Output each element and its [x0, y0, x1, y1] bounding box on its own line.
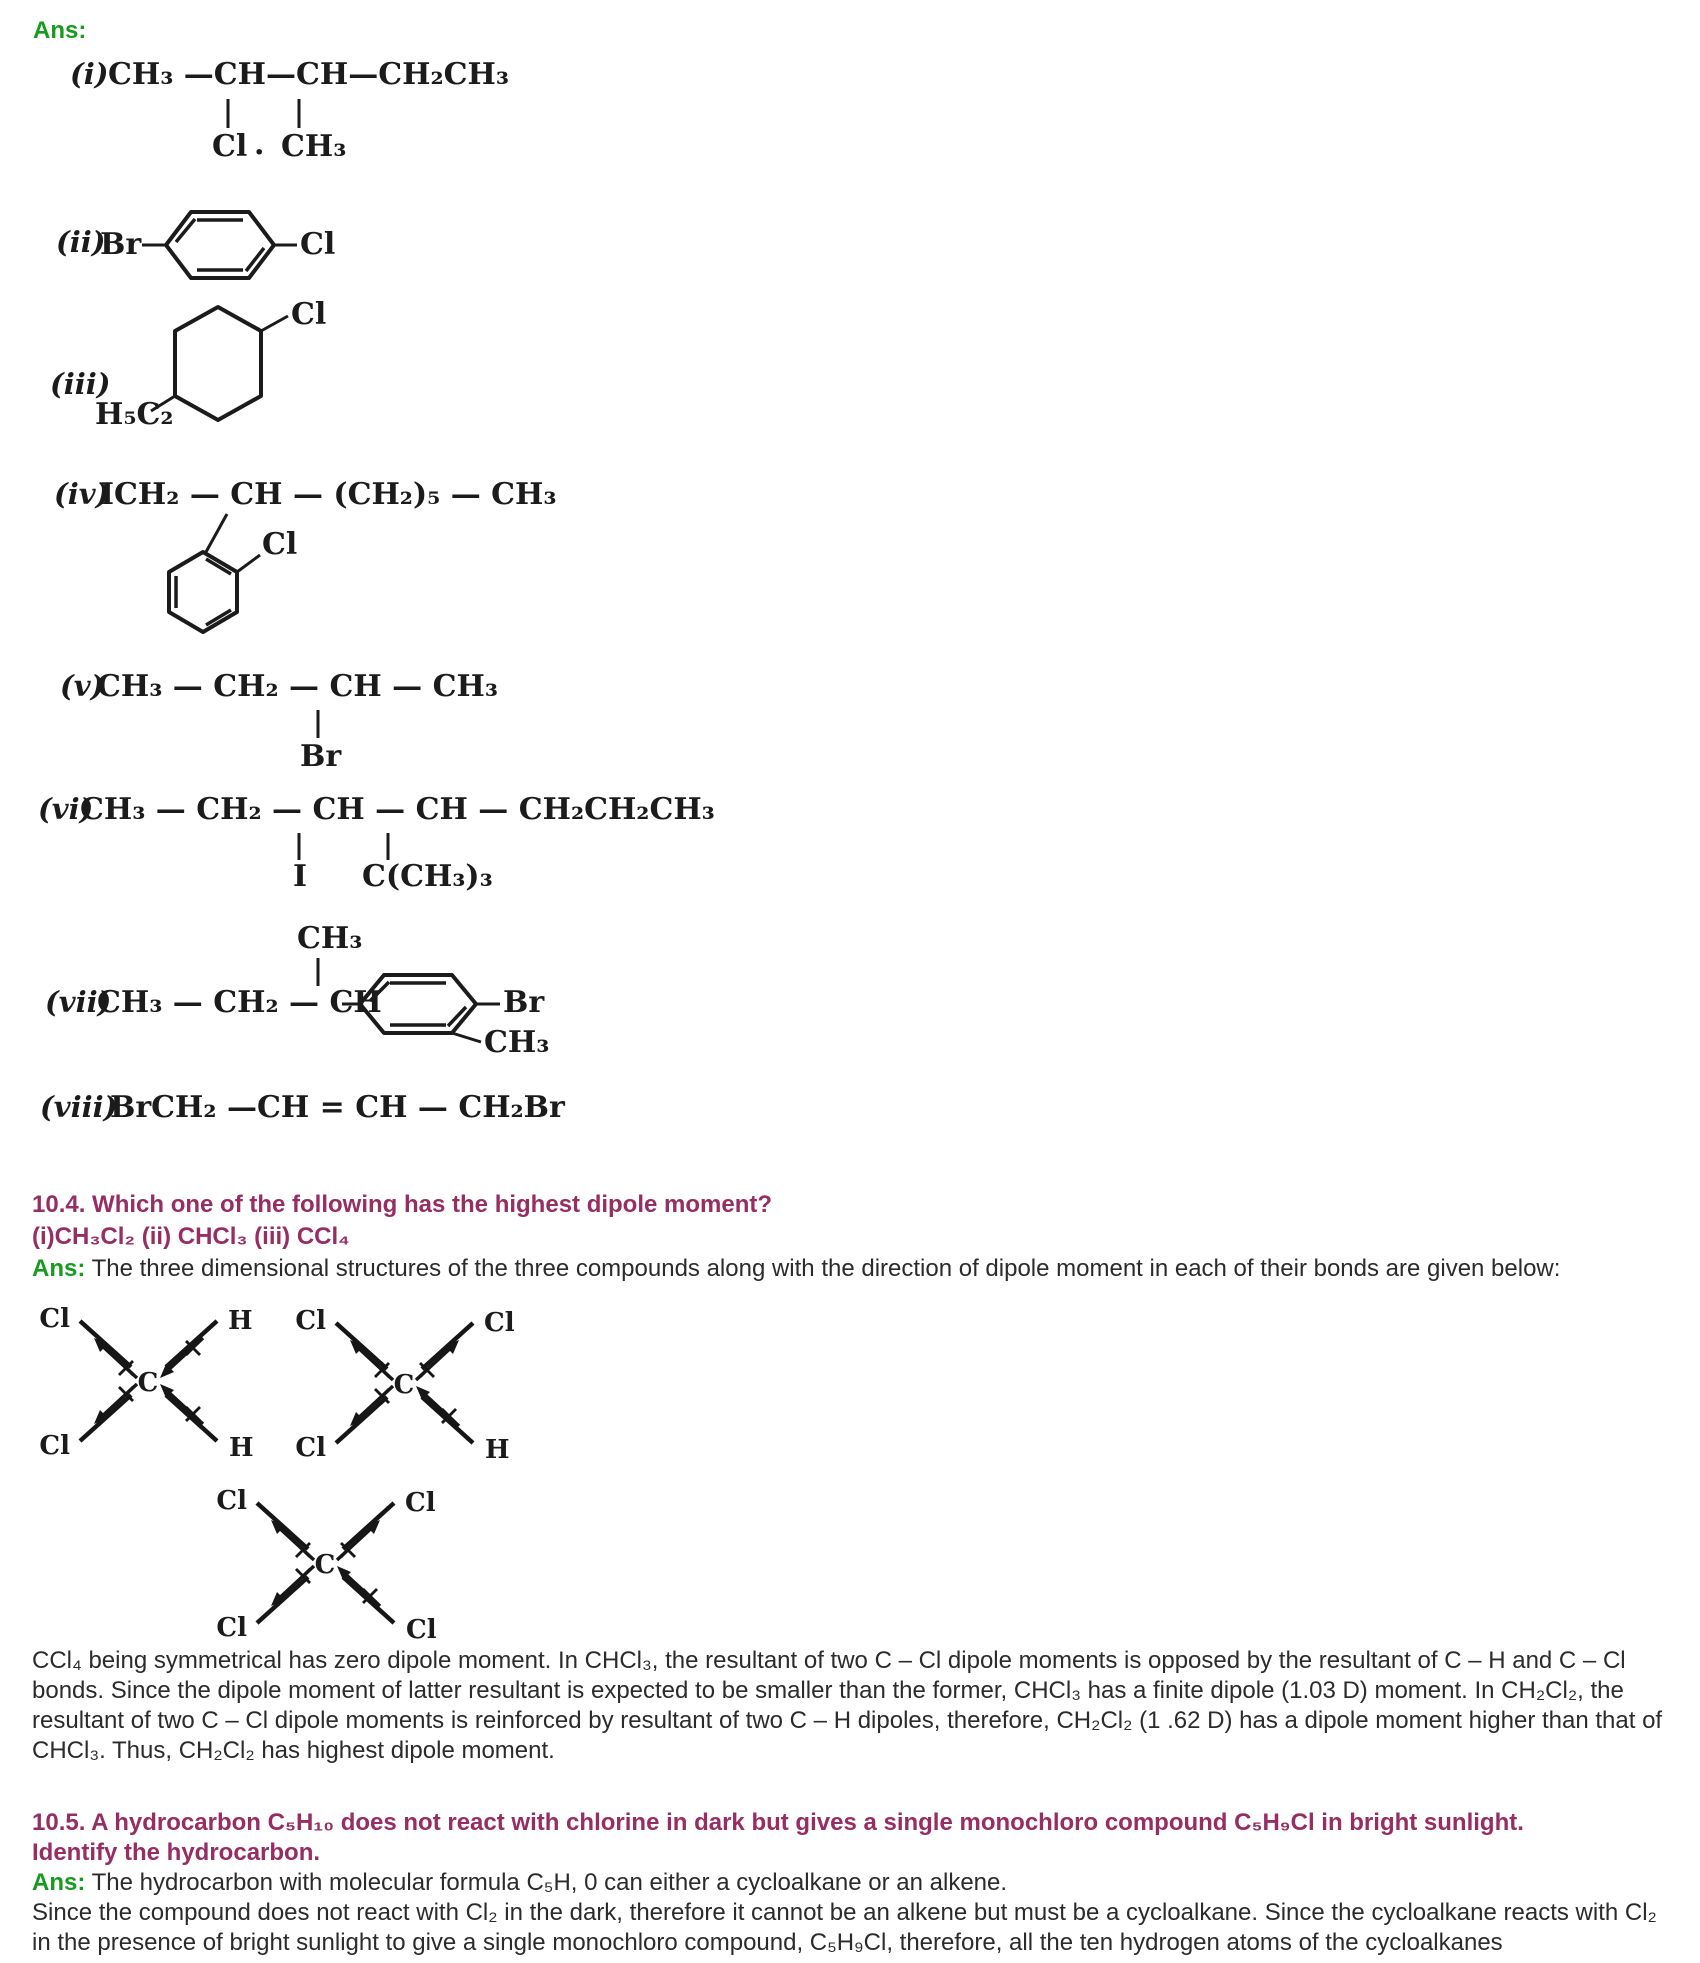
structure-iii-ethyl: H₅C₂ [95, 397, 174, 432]
structure-vii-label: (vii) [45, 985, 112, 1019]
question-10-4-options: (i)CH₃Cl₂ (ii) CHCl₃ (iii) CCl₄ [32, 1223, 350, 1250]
question-10-5-paragraph: Since the compound does not react with Cl₂ in the dark, therefore it cannot be an alkene but must be a cycloalkane. Since the cycloalkane reacts with Cl₂ in the presence of bright sunlight to give a single monochloro compound, C₅H₉Cl, therefore, all the ten hydrogen atoms of the cycloalkanes [32, 1899, 1657, 1956]
atom-label-center: C [137, 1368, 159, 1398]
structure-i-substituent-cl: Cl [212, 129, 248, 164]
structure-viii-label: (viii) [40, 1090, 118, 1124]
question-10-4-conclusion: CCl₄ being symmetrical has zero dipole moment. In CHCl₃, the resultant of two C – Cl dipole moments is opposed by the resultant of C – H and C – Cl bonds. Since the dipole moment of latter resultant is expected to be smaller than the former, CHCl₃ has a finite dipole (1.03 D) moment. In CH₂Cl₂, the resultant of two C – Cl dipole moments is reinforced by resultant of two C – H dipoles, therefore, CH₂Cl₂ (1 .62 D) has a dipole moment higher than that of CHCl₃. Thus, CH₂Cl₂ has highest dipole moment. [32, 1647, 1663, 1764]
structure-v-br: Br [300, 739, 342, 774]
structure-vii-ring-ch3: CH₃ [484, 1025, 550, 1060]
atom-label-tl: Cl [216, 1486, 247, 1516]
structure-v-chain: CH₃ — CH₂ — CH — CH₃ [97, 669, 498, 704]
structure-iv-cl: Cl [262, 527, 298, 562]
structure-vi-chain: CH₃ — CH₂ — CH — CH — CH₂CH₂CH₃ [80, 792, 715, 827]
atom-label-tl: Cl [295, 1306, 326, 1336]
structure-i-chain: CH₃ —CH—CH—CH₂CH₃ [108, 57, 509, 92]
structure-iii-cl: Cl [291, 297, 327, 332]
answer-label-top: Ans: [33, 17, 87, 44]
structure-vii-top-ch3: CH₃ [297, 921, 363, 956]
question-10-5-answer-text: The hydrocarbon with molecular formula C₅H, 0 can either a cycloalkane or an alkene. [91, 1869, 1008, 1896]
atom-label-tr: Cl [405, 1488, 436, 1518]
structure-bonds-graphic [0, 0, 700, 1150]
question-10-4-answer-intro: The three dimensional structures of the three compounds along with the direction of dipole moment in each of their bonds are given below: [91, 1255, 1561, 1282]
structure-ii-label: (ii) [56, 225, 106, 259]
atom-label-tr: Cl [484, 1308, 515, 1338]
atom-label-center: C [314, 1550, 336, 1580]
structure-vi-bonds [299, 833, 388, 860]
atom-label-bl: Cl [216, 1613, 247, 1643]
structure-v-label: (v) [60, 669, 105, 703]
structure-vi-tbutyl: C(CH₃)₃ [362, 859, 493, 894]
structure-ii-ring [142, 212, 297, 278]
atom-label-center: C [393, 1370, 415, 1400]
structure-viii-chain: BrCH₂ —CH = CH — CH₂Br [110, 1090, 565, 1125]
atom-label-bl: Cl [295, 1433, 326, 1463]
structure-i-bonds [228, 99, 299, 128]
atom-label-br: H [485, 1435, 510, 1463]
question-10-5-answer-line [32, 1868, 1007, 1898]
structure-vii-br: Br [503, 985, 545, 1020]
atom-label-tl: Cl [39, 1304, 70, 1334]
structure-vi-iodo: I [293, 859, 308, 894]
structure-i-label: (i) [70, 57, 109, 91]
question-10-4-heading: 10.4. Which one of the following has the highest dipole moment? [32, 1191, 773, 1218]
dipole-diagram-chcl3 [292, 1293, 522, 1463]
answer-label-10-4: Ans: [32, 1255, 86, 1282]
question-10-5-heading-line2: Identify the hydrocarbon. [32, 1839, 321, 1866]
dipole-diagram-ccl4 [213, 1473, 443, 1643]
atom-label-tr: H [228, 1306, 253, 1336]
answer-label-10-5: Ans: [32, 1869, 86, 1896]
structure-i-dot: · [254, 135, 265, 170]
question-10-5-heading: 10.5. A hydrocarbon C₅H₁₀ does not react with chlorine in dark but gives a single monochloro compound C₅H₉Cl in bright sunlight. [32, 1809, 1524, 1836]
atom-label-br: H [229, 1433, 254, 1461]
structure-iv-ring [169, 514, 260, 632]
structure-iii-label: (iii) [50, 367, 111, 401]
structure-iv-chain: ICH₂ — CH — (CH₂)₅ — CH₃ [100, 477, 557, 512]
dipole-diagram-ch2cl2 [36, 1291, 266, 1461]
question-10-4-answer-line [32, 1254, 1560, 1284]
structure-vi-label: (vi) [38, 792, 94, 826]
atom-label-bl: Cl [39, 1431, 70, 1461]
structure-ii-cl: Cl [300, 227, 336, 262]
structure-vii-chain: CH₃ — CH₂ — CH [97, 985, 382, 1020]
structure-i-substituent-ch3: CH₃ [281, 129, 347, 164]
structure-ii-br: Br [100, 227, 142, 262]
atom-label-br: Cl [406, 1615, 437, 1643]
structure-iv-label: (iv) [54, 477, 110, 511]
